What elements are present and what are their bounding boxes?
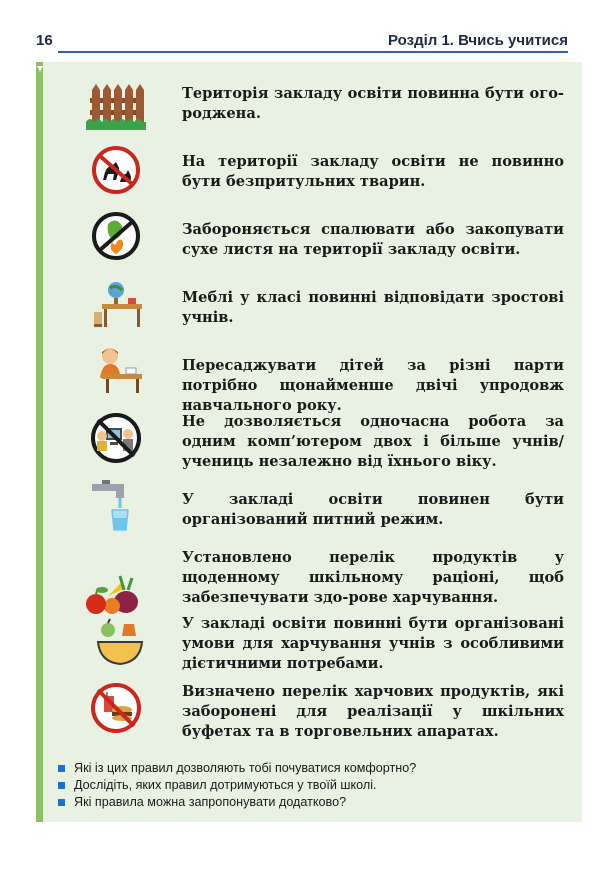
- header-rule: [58, 51, 568, 53]
- rule-text-drinking-water: У закладі освіти повинен бути організований питний режим.: [182, 491, 564, 528]
- no-junk-food-icon: [86, 682, 146, 734]
- rule-text-special-diet: У закладі освіти повинні бути організовані умови для харчування учнів з особливими дієтичними потребами.: [182, 615, 564, 672]
- question-text: Дослідіть, яких правил дотримуються у твоїй школі.: [74, 778, 377, 792]
- pupil-at-desk-icon: [88, 344, 148, 396]
- rule-text-reseating: Пересаджувати дітей за різні парти потрібно щонайменше двічі упродовж навчального року.: [182, 357, 564, 414]
- school-desk-icon: [92, 278, 152, 330]
- question-item: [58, 777, 578, 794]
- no-stray-animals-icon: [86, 144, 146, 196]
- no-burning-leaves-icon: [86, 210, 146, 262]
- square-bullet-icon: [58, 782, 65, 789]
- special-diet-icon: [90, 616, 150, 668]
- rule-text-stray-animals: На території закладу освіти не повинно бути безпритульних тварин.: [182, 153, 564, 190]
- rule-text-daily-ration: Установлено перелік продуктів у щоденному шкільному раціоні, щоб забезпечувати здо-рове харчування.: [182, 549, 564, 606]
- panel-marker-icon: [37, 66, 43, 72]
- question-text: Які правила можна запропонувати додатково?: [74, 795, 347, 809]
- question-item: [58, 794, 578, 811]
- rule-text-fence: Територія закладу освіти повинна бути ого-роджена.: [182, 85, 564, 122]
- rule-text-burning-leaves: Забороняється спалювати або закопувати сухе листя на території закладу освіти.: [182, 221, 564, 258]
- discussion-questions: [58, 760, 578, 811]
- no-shared-computer-icon: [86, 412, 146, 464]
- panel-accent-bar: [36, 62, 43, 822]
- fence-icon: [86, 78, 146, 130]
- question-text: Які із цих правил дозволяють тобі почуватися комфортно?: [74, 761, 417, 775]
- section-title: Розділ 1. Вчись учитися: [388, 32, 568, 49]
- rule-text-shared-computer: Не дозволяється одночасна робота за одним комп’ютером двох і більше учнів/учениць незалежно від їхнього віку.: [182, 413, 564, 470]
- page-number: 16: [36, 32, 53, 49]
- fruits-vegetables-icon: [82, 566, 142, 618]
- water-tap-icon: [90, 480, 150, 532]
- rule-text-furniture: Меблі у класі повинні відповідати зростові учнів.: [182, 289, 564, 326]
- square-bullet-icon: [58, 799, 65, 806]
- square-bullet-icon: [58, 765, 65, 772]
- rule-text-banned-foods: Визначено перелік харчових продуктів, які заборонені для реалізації у шкільних буфетах та в торговельних апаратах.: [182, 683, 564, 740]
- question-item: [58, 760, 578, 777]
